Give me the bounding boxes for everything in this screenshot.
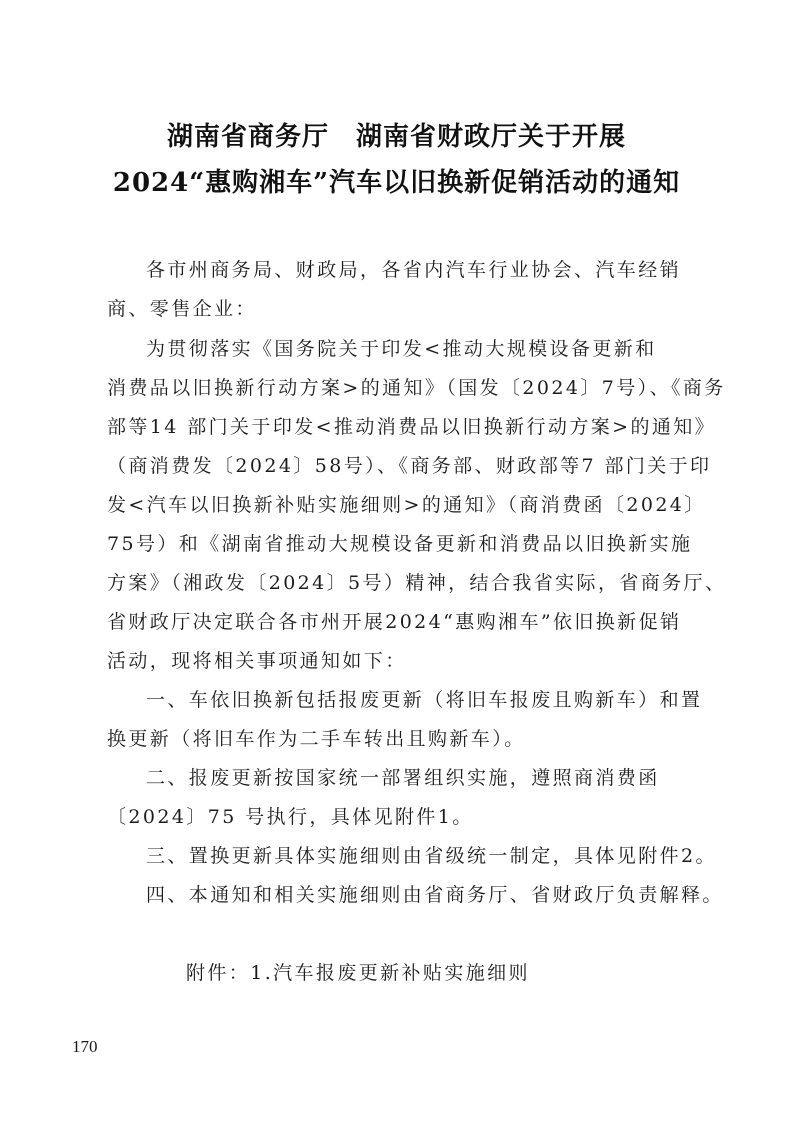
intro-line: 活动，现将相关事项通知如下：	[107, 650, 407, 672]
intro-line: （商消费发〔2024〕58号）、《商务部、财政部等7 部门关于印	[107, 455, 712, 477]
intro-line: 消费品以旧换新行动方案>的通知》（国发〔2024〕7号）、《商务	[107, 377, 726, 399]
item-2-line: 二、报废更新按国家统一部署组织实施，遵照商消费函	[146, 767, 660, 789]
item-1-line: 一、车依旧换新包括报废更新（将旧车报废且购新车）和置	[146, 689, 703, 711]
page-number: 170	[72, 1037, 98, 1056]
intro-line: 75号）和《湖南省推动大规模设备更新和消费品以旧换新实施	[107, 533, 693, 555]
item-3: 三、置换更新具体实施细则由省级统一制定，具体见附件2。	[146, 845, 717, 867]
attachment-line: 附件：1.汽车报废更新补贴实施细则	[186, 962, 530, 984]
intro-line: 方案》（湘政发〔2024〕5号）精神，结合我省实际，省商务厅、	[107, 572, 727, 594]
intro-line: 部等14 部门关于印发<推动消费品以旧换新行动方案>的通知》	[107, 416, 717, 438]
item-4: 四、本通知和相关实施细则由省商务厅、省财政厅负责解释。	[146, 884, 724, 906]
document-title-line-1: 湖南省商务厅 湖南省财政厅关于开展	[166, 122, 626, 152]
intro-line: 省财政厅决定联合各市州开展2024“惠购湘车”依旧换新促销	[107, 611, 682, 633]
item-1-line: 换更新（将旧车作为二手车转出且购新车）。	[107, 728, 526, 750]
intro-line: 发<汽车以旧换新补贴实施细则>的通知》（商消费函〔2024〕	[107, 494, 706, 516]
addressee-line-2: 商、零售企业：	[107, 298, 257, 320]
addressee-line-1: 各市州商务局、财政局，各省内汽车行业协会、汽车经销	[146, 259, 682, 281]
document-title-line-2: 2024“惠购湘车”汽车以旧换新促销活动的通知	[112, 168, 681, 198]
intro-line: 为贯彻落实《国务院关于印发<推动大规模设备更新和	[146, 338, 657, 360]
item-2-line: 〔2024〕75 号执行，具体见附件1。	[107, 806, 474, 828]
